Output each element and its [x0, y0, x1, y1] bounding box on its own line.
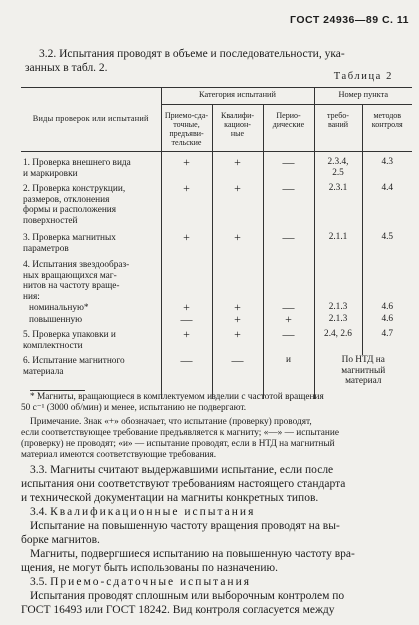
cell-requirements: 2.1.3: [314, 314, 362, 329]
cell-requirements: 2.3.4, 2.5: [314, 157, 362, 183]
cell-requirements: 2.3.1: [314, 183, 362, 232]
row-name: 6. Испытание магнитного материала: [23, 356, 125, 377]
cell-methods: 4.5: [362, 232, 412, 259]
cell-acceptance: —: [161, 355, 212, 399]
note-line-1: Примечание. Знак «+» обозначает, что испытание (проверку) проводят,: [30, 417, 312, 427]
p35-line-2: ГОСТ 16493 или ГОСТ 18242. Вид контроля согласуется между: [21, 604, 335, 616]
intro-line-1: 3.2. Испытания проводят в объеме и последовательности, ука-: [39, 48, 345, 60]
cell-periodic: —: [263, 329, 314, 355]
table-row: [21, 259, 412, 302]
p33-line-1: 3.3. Магниты считают выдержавшими испытание, если после: [30, 464, 334, 476]
row-name: 4. Испытания звездообраз- ных вращающихся маг- нитов на частоту враще- ния:: [23, 260, 130, 302]
intro-line-2: занных в табл. 2.: [25, 62, 108, 74]
note-line-3: (проверку) не проводят; «и» — испытание проводят, если в НТД на магнитный: [21, 439, 335, 449]
table-row: [21, 302, 412, 314]
p34a-line-1: Испытание на повышенную частоту вращения проводят на вы-: [30, 520, 340, 532]
col-header-periodic: Перио- дические: [263, 104, 314, 151]
cell-periodic: +: [263, 314, 314, 329]
cell-acceptance: —: [161, 314, 212, 329]
cell-periodic: —: [263, 183, 314, 232]
footnote-divider: [30, 390, 85, 391]
cell-methods: 4.3: [362, 157, 412, 183]
col-header-item-number: Номер пункта: [314, 88, 412, 105]
row-name: номинальную*: [29, 303, 89, 314]
cell-methods: 4.7: [362, 329, 412, 355]
section-3-4-heading: 3.4. Квалификационные испытания: [30, 506, 256, 518]
tests-table: [21, 87, 412, 399]
row-name: 3. Проверка магнитных параметров: [23, 233, 116, 254]
col-header-tests: Виды проверок или испытаний: [21, 88, 161, 152]
footnote-line-2: 50 с⁻¹ (3000 об/мин) и менее, испытанию не подвергают.: [21, 403, 247, 413]
p35-line-1: Испытания проводят сплошным или выборочным контролем по: [30, 590, 345, 602]
cell-methods: 4.6: [362, 314, 412, 329]
col-header-methods: методов контроля: [362, 104, 412, 151]
cell-methods: 4.4: [362, 183, 412, 232]
cell-acceptance: +: [161, 302, 212, 314]
cell-ntd: По НТД на магнитный материал: [314, 355, 412, 399]
p33-line-2: испытания они соответствуют требованиям настоящего стандарта: [21, 478, 346, 490]
cell-qualification: —: [212, 355, 263, 399]
cell-requirements: 2.4, 2.6: [314, 329, 362, 355]
cell-periodic: —: [263, 302, 314, 314]
row-name: повышенную: [29, 315, 83, 326]
cell-acceptance: +: [161, 329, 212, 355]
table-caption: Таблица 2: [333, 71, 393, 82]
cell-periodic: —: [263, 157, 314, 183]
col-header-requirements: требо- ваний: [314, 104, 362, 151]
note-line-2: если соответствующее требование предъявляется к магниту; «—» — испытание: [21, 428, 339, 438]
cell-qualification: +: [212, 314, 263, 329]
p33-line-3: и технической документации на магниты конкретных типов.: [21, 492, 319, 504]
row-name: 5. Проверка упаковки и комплектности: [23, 330, 116, 351]
table-row: [21, 183, 412, 232]
cell-acceptance: +: [161, 232, 212, 259]
row-name: 1. Проверка внешнего вида и маркировки: [23, 158, 131, 179]
col-header-acceptance: Приемо-сда- точные, предъяви- тельские: [161, 104, 212, 151]
cell-qualification: +: [212, 183, 263, 232]
row-name: 2. Проверка конструкции, размеров, отклонения формы и расположения поверхностей: [23, 184, 126, 226]
col-header-qualification: Квалифи- кацион- ные: [212, 104, 263, 151]
table-row: [21, 232, 412, 259]
p34b-line-1: Магниты, подвергшиеся испытанию на повышенную частоту вра-: [30, 548, 355, 560]
cell-periodic: —: [263, 232, 314, 259]
p34b-line-2: щения, не могут быть использованы по назначению.: [21, 562, 278, 574]
cell-qualification: +: [212, 302, 263, 314]
p34a-line-2: борке магнитов.: [21, 534, 100, 546]
cell-qualification: +: [212, 232, 263, 259]
cell-qualification: +: [212, 329, 263, 355]
col-header-category: Категория испытаний: [161, 88, 314, 105]
cell-acceptance: +: [161, 183, 212, 232]
cell-periodic: и: [263, 355, 314, 399]
table-row: [21, 329, 412, 355]
table-row: [21, 157, 412, 183]
table-row: [21, 314, 412, 329]
note-line-4: материал имеются соответствующие требования.: [21, 450, 217, 460]
footnote-line-1: * Магниты, вращающиеся в комплектуемом изделии с частотой вращения: [30, 392, 324, 402]
cell-requirements: 2.1.3: [314, 302, 362, 314]
cell-methods: 4.6: [362, 302, 412, 314]
cell-requirements: 2.1.1: [314, 232, 362, 259]
cell-acceptance: +: [161, 157, 212, 183]
page-header: ГОСТ 24936—89 С. 11: [290, 14, 409, 26]
cell-qualification: +: [212, 157, 263, 183]
section-3-5-heading: 3.5. Приемо-сдаточные испытания: [30, 576, 252, 588]
